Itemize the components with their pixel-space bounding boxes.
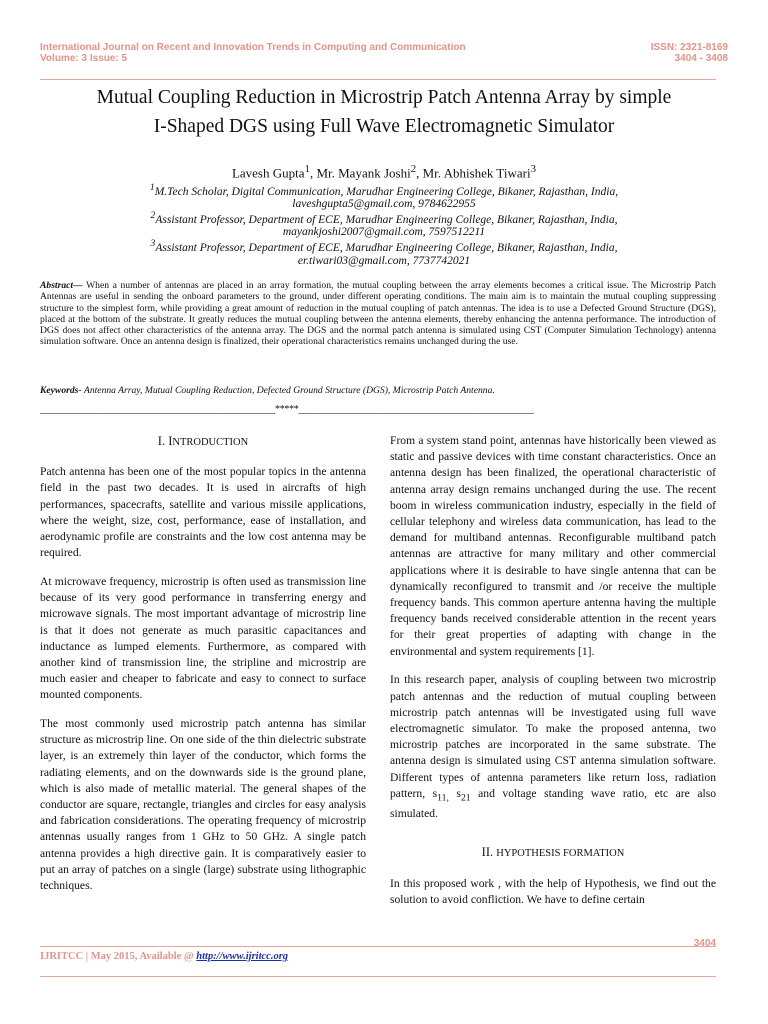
volume-issue: Volume: 3 Issue: 5 — [40, 53, 128, 64]
journal-link[interactable]: http://www.ijritcc.org — [196, 951, 289, 962]
journal-header — [40, 42, 466, 64]
author-3: Mr. Abhishek Tiwari — [422, 165, 531, 181]
right-column — [390, 433, 716, 921]
paragraph: The most commonly used microstrip patch antenna has similar structure as microstrip line. On one side of the thin dielectric substrate layer, is an extremely thin layer of the conductor, which forms the radiating elements, and on the downwards side is the ground plane, which is also made of metallic material. The general shapes of the conductor are square, rectangle, triangles and circles for easy analysis and fabrication considerations. The operating frequency of microstrip antennas usually ranges from 1 GHz to 50 GHz. A single patch antenna provides a high directive gain. It is comparatively easier to put an array of patches on a single (large) substrate using lithographic techniques. — [40, 717, 366, 893]
issn-block — [651, 42, 728, 64]
page-number: 3404 — [693, 938, 716, 949]
paragraph: Patch antenna has been one of the most popular topics in the antenna field in the past two decades. It is used in aircrafts of high performances, spacecrafts, satellite and various missile applications, where the weight, size, cost, performance, ease of installation, and aerodynamic profile are constraints and the low cost antenna may be required. — [40, 465, 366, 560]
footer-bottom-rule — [40, 976, 716, 977]
affiliation-3: $^3$Assistant Professor, Department of ECE, Marudhar Engineering College, Bikaner, Rajasthan, India, — [150, 238, 618, 255]
page-range: 3404 - 3408 — [674, 53, 728, 64]
paragraph: In this proposed work , with the help of Hypothesis, we find out the solution to avoid confliction. We have to define certain — [390, 876, 716, 906]
affiliation-2: $^2$Assistant Professor, Department of ECE, Marudhar Engineering College, Bikaner, Rajasthan, India, — [150, 210, 618, 227]
affiliation-1: $^1$M.Tech Scholar, Digital Communication, Marudhar Engineering College, Bikaner, Rajasthan, India, — [149, 182, 619, 198]
affiliation-1-contact: laveshgupta5@gmail.com, 9784622955 — [292, 198, 476, 211]
paragraph: At microwave frequency, microstrip is often used as transmission line because of its very good performance in transferring energy and microwave signals. The most important advantage of microstrip line is that it does not generate as much parasitic capacitances and inductance as lumped elements. Furthermore, as compared with another kind of transmission line, the stripline and microstrip are much easier and cheaper to fabricate and easy to connect to surface mounted components. — [40, 574, 366, 702]
section-1-heading: I. INTRODUCTION — [157, 434, 249, 448]
separator-line: __________________________________________________*****__________________________________________________ — [40, 404, 534, 415]
header-rule — [40, 79, 716, 80]
section-2-heading: II. HYPOTHESIS FORMATION — [481, 845, 625, 860]
abstract — [40, 280, 716, 348]
footer-text: IJRITCC | May 2015, Available @ — [40, 951, 194, 962]
left-column — [40, 433, 366, 907]
title-line-2: I-Shaped DGS using Full Wave Electromagnetic Simulator — [153, 116, 615, 137]
author-2: Mr. Mayank Joshi — [316, 165, 411, 181]
keywords — [40, 385, 716, 396]
footer-rule — [40, 946, 716, 947]
keywords-label: Keywords- — [40, 385, 82, 396]
journal-name: International Journal on Recent and Innovation Trends in Computing and Communication — [40, 42, 466, 53]
paragraph: In this research paper, analysis of coupling between two microstrip patch antennas and the reduction of mutual coupling between microstrip patch antennas will be investigated using full wave electromagnetic simulator. To make the proposed antenna, two microstrip patches are incorporated in the same substrate. The antenna design is simulated using CST antenna simulation software. Different types of antenna parameters like return loss, radiation pattern, $s_{11,}$ $s_{21}$ and voltage standing wave ratio, etc are also simulated. — [390, 673, 717, 821]
author-1-mark: 1 — [304, 163, 310, 175]
author-3-mark: 3 — [530, 163, 537, 175]
affiliation-3-contact: er.tiwari03@gmail.com, 7737742021 — [297, 254, 471, 267]
paper-title — [40, 83, 728, 141]
footer — [40, 951, 288, 962]
keywords-text: Antenna Array, Mutual Coupling Reduction, Defected Ground Structure (DGS), Microstrip Patch Antenna. — [83, 385, 495, 396]
issn: ISSN: 2321-8169 — [650, 42, 728, 53]
affiliation-2-contact: mayankjoshi2007@gmail.com, 7597512211 — [282, 226, 486, 239]
abstract-label: Abstract— — [40, 280, 83, 291]
affiliations — [40, 182, 728, 267]
author-1: Lavesh Gupta — [231, 165, 305, 181]
author-2-mark: 2 — [410, 163, 417, 175]
author-list: Lavesh Gupta$^1$, Mr. Mayank Joshi$^2$, Mr. Abhishek Tiwari$^3$ — [231, 163, 537, 181]
paragraph: From a system stand point, antennas have historically been viewed as static and passive devices with time constant characteristics. Once an antenna design has been finalized, the operational characteristic of antenna array design remains unchanged during the use. The recent boom in wireless communication industry, especially in the field of cellular telephony and wireless data communication, has lead to the demand for multiband antennas. Reconfigurable multiband patch antennas are attractive for many military and other commercial applications where it is desirable to have single antenna that can be dynamically reconfigured to transmit and /or receive the multiple frequency bands. This common aperture antenna having the multiple frequency bands received considerable attention in the recent years for their great properties of adapting with change in the environmental and system requirements [1]. — [390, 434, 716, 658]
title-line-1: Mutual Coupling Reduction in Microstrip Patch Antenna Array by simple — [96, 87, 672, 108]
abstract-text: When a number of antennas are placed in an array formation, the mutual coupling between the array elements becomes a critical issue. The Microstrip Patch Antennas are useful in sending the onboard parameters to the ground, under different operating conditions. The main aim is to maintain the mutual coupling suppressing structure to the simplest form, while providing a great amount of reduction in the mutual coupling of patch antennas. The idea is to use a Defected Ground Structure (DGS), placed at the bottom of the substrate. It greatly reduces the mutual coupling between the antenna elements, thereby enhancing the antenna performance. The introduction of DGS does not affect other characteristics of the antenna array. The DGS and the normal patch antenna is simulated using CST (Computer Simulation Technology) antenna simulation software. Once an antenna design is finalized, their operational characteristics remains unchanged during the use. — [40, 280, 716, 348]
